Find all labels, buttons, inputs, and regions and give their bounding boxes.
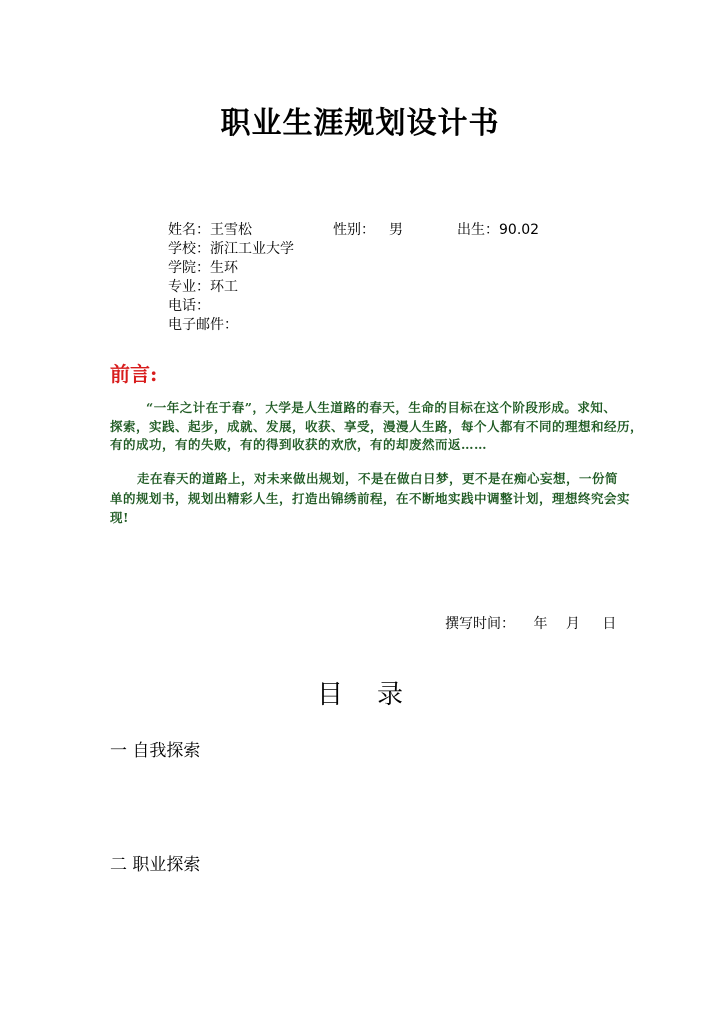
preface-para1-line: “一年之计在于春”，大学是人生道路的春天，生命的目标在这个阶段形成。求知、 (146, 400, 617, 415)
info-row-college (168, 257, 238, 277)
major-value: 环工 (210, 279, 238, 295)
written-date (445, 613, 616, 633)
info-row-name (168, 219, 252, 239)
preface-para2-line: 单的规划书，规划出精彩人生，打造出锦绣前程，在不断地实践中调整计划，理想终究会实 (110, 491, 631, 506)
birth-value: 90.02 (499, 222, 540, 238)
college-value: 生环 (210, 260, 238, 276)
major-label: 专业： (168, 279, 210, 295)
school-label: 学校： (168, 241, 210, 257)
day-label: 日 (602, 616, 617, 632)
college-label: 学院： (168, 260, 210, 276)
phone-label: 电话： (168, 298, 210, 314)
preface-para2-line: 现! (110, 510, 129, 525)
gender-value: 男 (389, 222, 403, 238)
school-value: 浙江工业大学 (210, 241, 294, 257)
info-row-phone (168, 295, 210, 315)
name-label: 姓名： (168, 222, 210, 238)
preface-para1-line: 探索，实践、起步，成就、发展，收获、享受，漫漫人生路，每个人都有不同的理想和经历， (110, 419, 644, 434)
toc-section-self-exploration: 一 自我探索 (110, 741, 201, 761)
preface-heading: 前言: (110, 362, 158, 386)
birth-label: 出生： (457, 222, 499, 238)
info-gender (333, 219, 403, 239)
month-label: 月 (565, 616, 580, 632)
toc-heading: 目录 (316, 680, 437, 710)
info-row-school (168, 238, 294, 258)
info-row-major (168, 276, 238, 296)
preface-para1-line: 有的成功，有的失败，有的得到收获的欢欣，有的却废然而返…… (110, 437, 488, 452)
name-value: 王雪松 (210, 222, 252, 238)
toc-section-career-exploration: 二 职业探索 (110, 855, 201, 875)
document-title: 职业生涯规划设计书 (220, 106, 500, 141)
info-birth (457, 219, 539, 239)
year-label: 年 (533, 616, 548, 632)
gender-label: 性别： (333, 222, 375, 238)
email-label: 电子邮件： (168, 317, 238, 333)
preface-para2-line: 走在春天的道路上，对未来做出规划，不是在做白日梦，更不是在痴心妄想，一份简 (137, 471, 619, 486)
written-label: 撰写时间： (445, 616, 515, 632)
info-row-email (168, 314, 238, 334)
